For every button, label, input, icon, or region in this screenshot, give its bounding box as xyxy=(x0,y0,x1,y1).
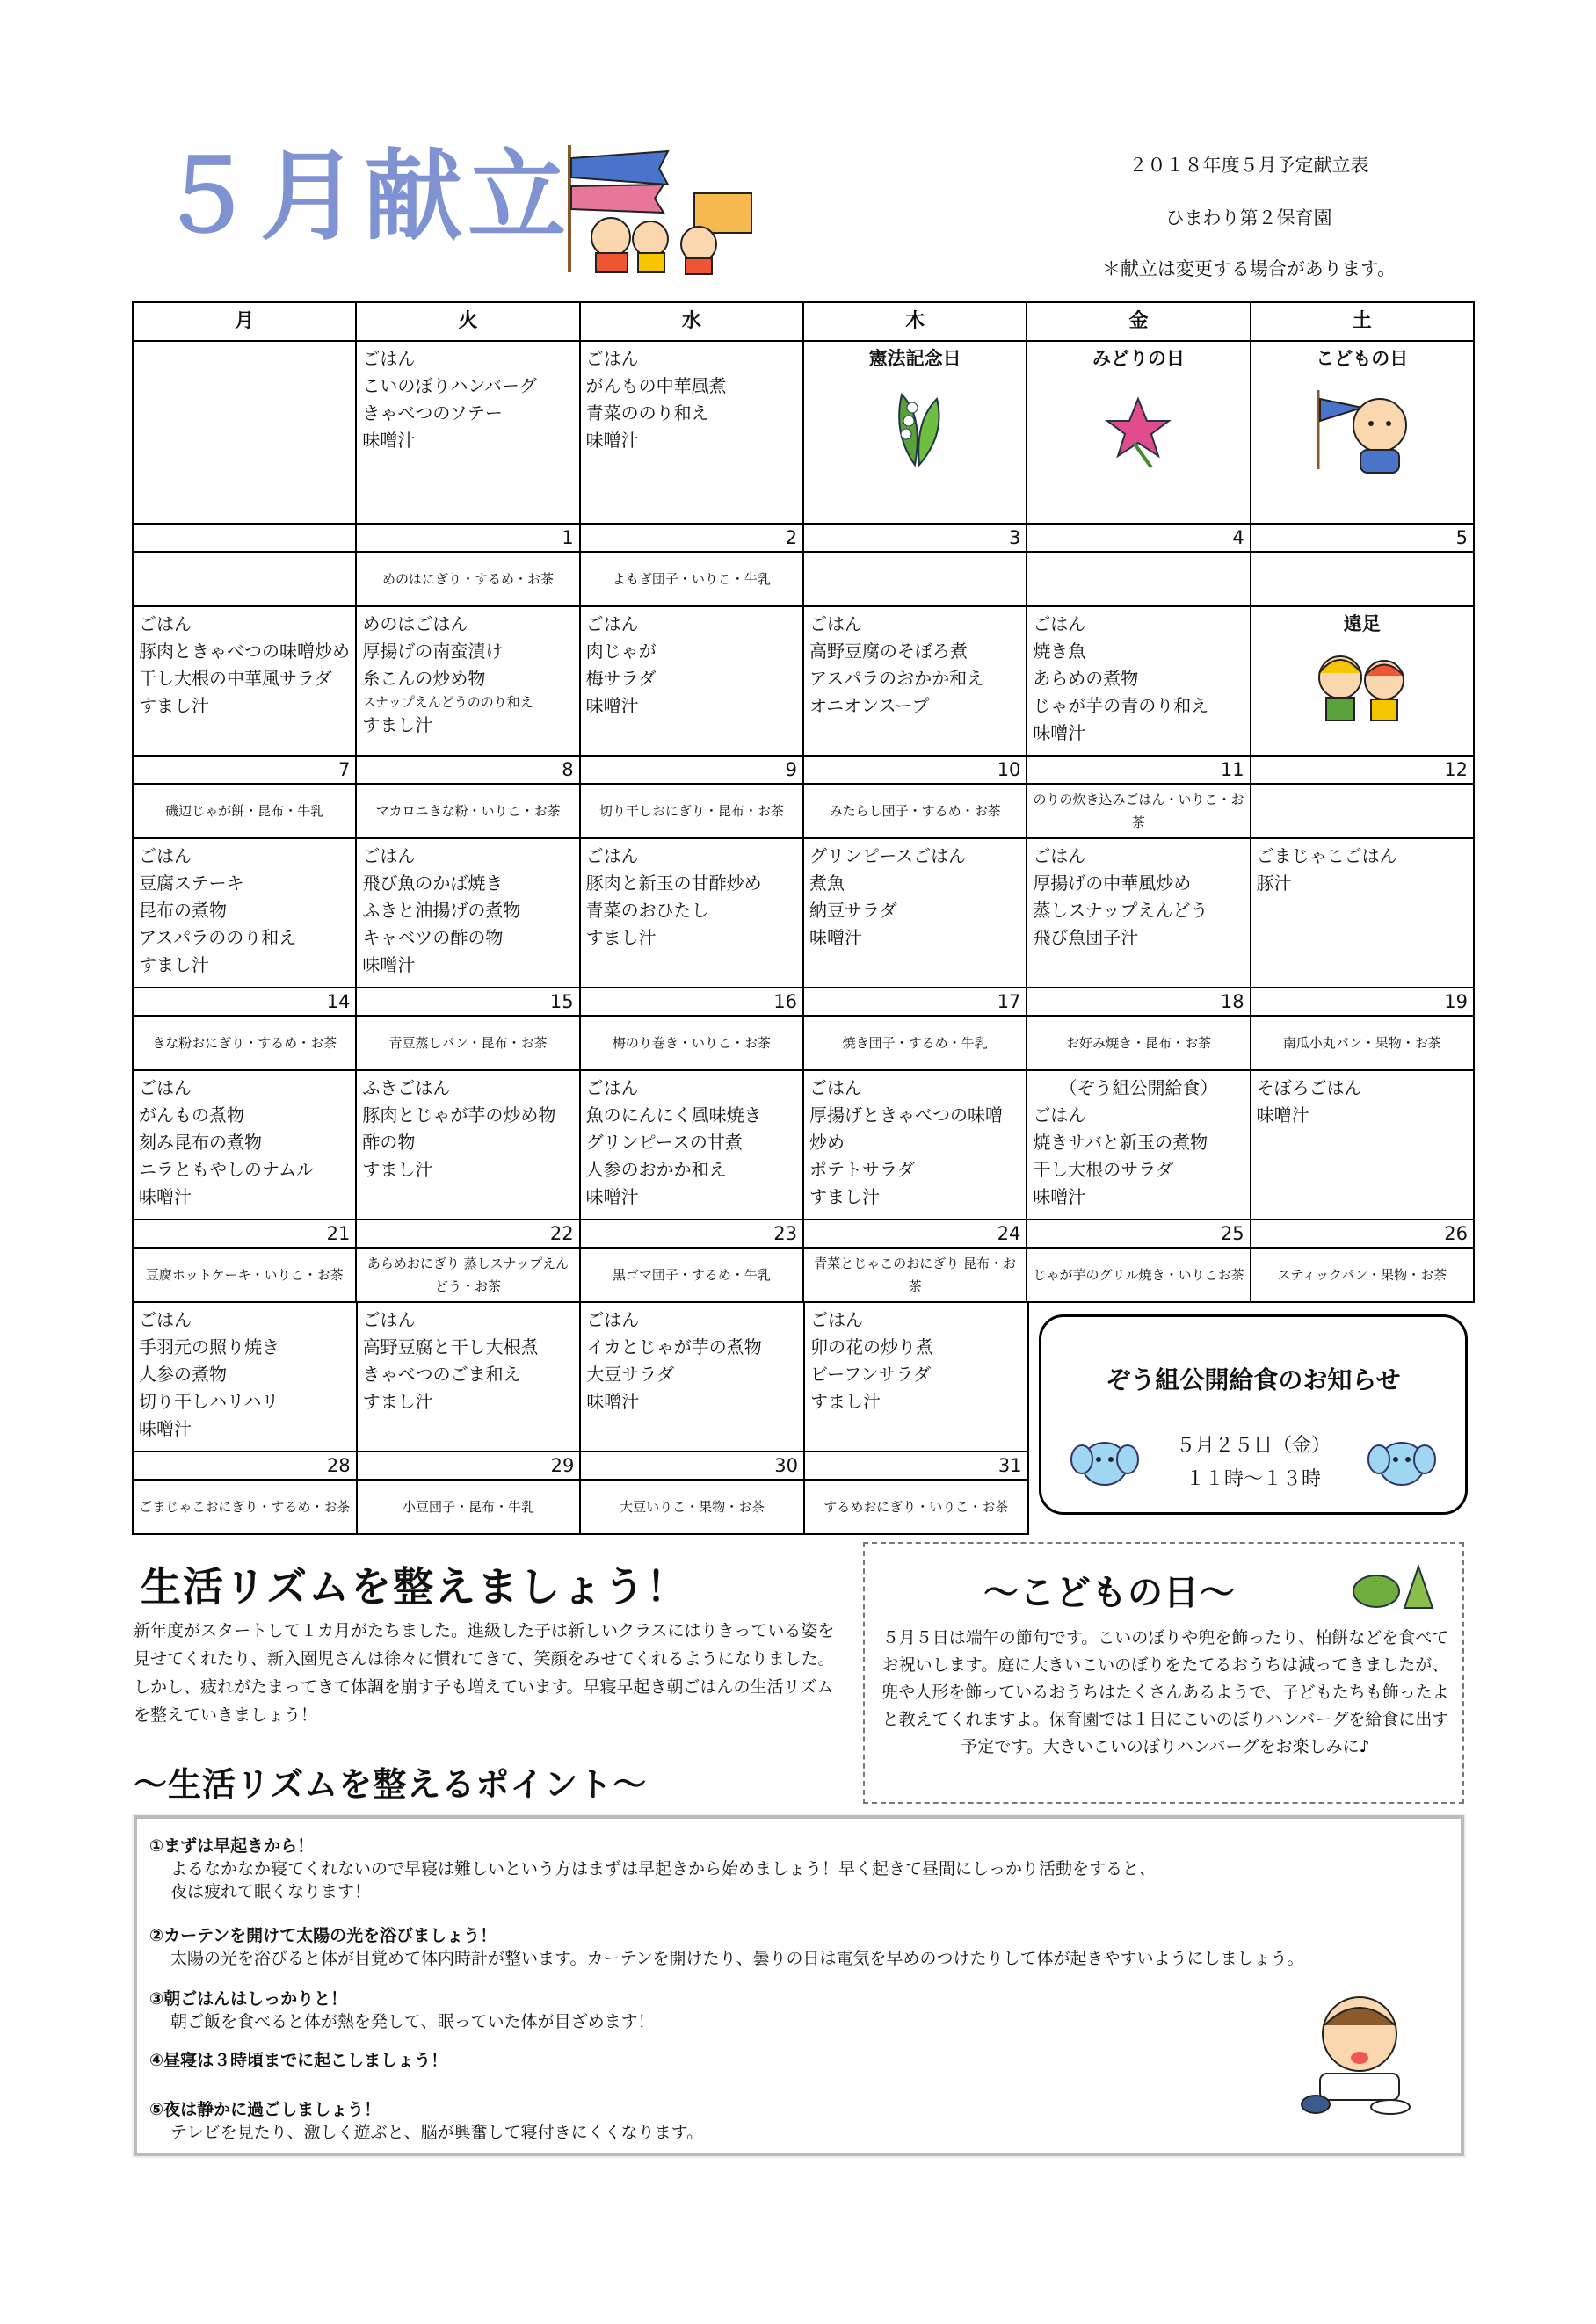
page-title: ５月献立 xyxy=(156,140,571,254)
date-number: 31 xyxy=(805,1452,1029,1481)
point-text: 夜は疲れて眠くなります！ xyxy=(170,1882,372,1901)
menu-item: 青菜のおひたし xyxy=(585,900,709,921)
snack-cell xyxy=(1251,785,1475,839)
weekday-fri: 金 xyxy=(1027,303,1251,342)
menu-cell xyxy=(1251,607,1475,757)
menu-cell xyxy=(1027,342,1251,525)
menu-item: 味噌汁 xyxy=(1033,722,1086,743)
weekday-tue: 火 xyxy=(357,303,580,342)
menu-item: アスパラのおかか和え xyxy=(809,668,985,689)
menu-item: 高野豆腐のそぼろ煮 xyxy=(809,641,968,662)
koinobori-children-illustration xyxy=(562,141,756,277)
menu-year-label: ２０１８年度５月予定献立表 xyxy=(1128,155,1369,176)
date-row xyxy=(132,1220,1475,1249)
menu-row xyxy=(132,839,1475,988)
menu-cell xyxy=(581,839,804,988)
menu-item: 焼きサバと新玉の煮物 xyxy=(1033,1132,1208,1153)
menu-item: 納豆サラダ xyxy=(809,900,897,921)
point-heading: ③朝ごはんはしっかりと！ xyxy=(149,1989,348,2009)
date-number: 24 xyxy=(804,1220,1027,1249)
menu-item: （ぞう組公開給食） xyxy=(1059,1077,1218,1098)
menu-item: 厚揚げの南蛮漬け xyxy=(362,641,504,662)
menu-item: ごはん xyxy=(809,1077,862,1098)
date-number: 29 xyxy=(358,1452,582,1481)
menu-item: ふきと油揚げの煮物 xyxy=(362,900,521,921)
date-number: 16 xyxy=(581,988,804,1017)
menu-item: 味噌汁 xyxy=(1033,1186,1086,1207)
date-number: 23 xyxy=(581,1220,804,1249)
nursery-name: ひまわり第２保育園 xyxy=(1165,207,1332,228)
date-row xyxy=(132,525,1475,553)
menu-item: ごはん xyxy=(1033,1104,1086,1126)
menu-item: こいのぼりハンバーグ xyxy=(362,375,537,396)
snack-cell xyxy=(1251,553,1475,607)
menu-item: 干し大根の中華風サラダ xyxy=(139,668,332,689)
menu-item: そぼろごはん xyxy=(1256,1077,1362,1098)
elephant-icon xyxy=(1070,1433,1140,1495)
child-eating-icon xyxy=(1294,1986,1417,2118)
menu-item: ごはん xyxy=(362,348,416,369)
menu-item: ビーフンサラダ xyxy=(809,1364,932,1385)
date-number: 21 xyxy=(134,1220,357,1249)
menu-item: 昆布の煮物 xyxy=(139,900,227,921)
menu-item: ごはん xyxy=(1033,613,1086,634)
menu-item: 刻み昆布の煮物 xyxy=(139,1132,262,1153)
menu-item: アスパラののり和え xyxy=(139,927,297,948)
menu-cell xyxy=(1027,607,1251,757)
menu-item: 青菜ののり和え xyxy=(585,402,709,424)
weekday-mon: 月 xyxy=(134,303,357,342)
snack-cell: お好み焼き・昆布・お茶 xyxy=(1027,1017,1251,1071)
menu-cell xyxy=(805,1303,1029,1452)
menu-item: がんもの煮物 xyxy=(139,1104,244,1126)
menu-item: ごはん xyxy=(362,845,416,866)
snack-cell: 黒ゴマ団子・するめ・牛乳 xyxy=(581,1249,804,1303)
menu-cell xyxy=(357,1071,580,1220)
menu-item: ごはん xyxy=(586,1309,640,1330)
childrens-day-box xyxy=(863,1542,1464,1804)
life-rhythm-points-box xyxy=(134,1815,1464,2156)
menu-item: 味噌汁 xyxy=(362,430,416,451)
menu-item: 切り干しハリハリ xyxy=(139,1391,279,1412)
date-number xyxy=(134,525,357,553)
snack-cell xyxy=(134,553,357,607)
snack-row xyxy=(132,1017,1475,1071)
menu-cell xyxy=(581,1071,804,1220)
menu-item: グリンピースの甘煮 xyxy=(585,1132,743,1153)
menu-item: きゃべつのソテー xyxy=(362,402,503,424)
menu-item: 手羽元の照り焼き xyxy=(139,1336,279,1357)
menu-cell xyxy=(357,342,580,525)
menu-cell xyxy=(1251,342,1475,525)
snack-cell: きな粉おにぎり・するめ・お茶 xyxy=(134,1017,357,1071)
menu-item: すまし汁 xyxy=(139,954,209,975)
menu-item: すまし汁 xyxy=(139,695,209,716)
menu-cell xyxy=(581,342,804,525)
point-text: 朝ご飯を食べると体が熱を発して、眠っていた体が目ざめます！ xyxy=(170,2012,655,2031)
point-item xyxy=(149,1835,1156,1903)
lily-of-the-valley-icon xyxy=(809,381,1020,477)
snack-row xyxy=(132,1249,1475,1303)
menu-cell xyxy=(1251,1071,1475,1220)
snack-cell: めのはにぎり・するめ・お茶 xyxy=(357,553,580,607)
menu-item: すまし汁 xyxy=(809,1391,881,1412)
snack-cell: 豆腐ホットケーキ・いりこ・お茶 xyxy=(134,1249,357,1303)
point-item xyxy=(149,2098,703,2144)
date-number: 15 xyxy=(357,988,580,1017)
menu-item: キャベツの酢の物 xyxy=(362,927,504,948)
menu-item: 飛び魚のかば焼き xyxy=(362,872,504,894)
point-heading: ②カーテンを開けて太陽の光を浴びましょう！ xyxy=(149,1926,497,1945)
menu-cell xyxy=(804,607,1027,757)
menu-cell xyxy=(1251,839,1475,988)
point-text: よるなかなか寝てくれないので早寝は難しいという方はまずは早起きから始めましょう！早く起きて昼間にしっかり活動をすると、 xyxy=(170,1859,1157,1879)
menu-item: 味噌汁 xyxy=(585,695,639,716)
menu-cell xyxy=(357,839,580,988)
snack-cell xyxy=(1027,553,1251,607)
child-with-koinobori-icon xyxy=(1257,381,1468,486)
notice-title: ぞう組公開給食のお知らせ xyxy=(1106,1365,1401,1394)
menu-item: 肉じゃが xyxy=(585,641,657,662)
menu-item: 干し大根のサラダ xyxy=(1033,1159,1174,1180)
menu-item: ごはん xyxy=(1033,845,1086,866)
date-number: 19 xyxy=(1251,988,1475,1017)
snack-cell: のりの炊き込みごはん・いりこ・お茶 xyxy=(1027,785,1251,839)
date-number: 2 xyxy=(581,525,804,553)
snack-cell xyxy=(804,553,1027,607)
menu-item: 焼き魚 xyxy=(1033,641,1086,662)
menu-item: 炒め xyxy=(809,1132,845,1153)
menu-item: 魚のにんにく風味焼き xyxy=(585,1104,762,1126)
date-number: 3 xyxy=(804,525,1027,553)
menu-item: 酢の物 xyxy=(362,1132,416,1153)
menu-cell xyxy=(1027,1071,1251,1220)
menu-item: 厚揚げときゃべつの味噌 xyxy=(809,1104,1003,1126)
point-item xyxy=(149,1924,1304,1970)
menu-item: 大豆サラダ xyxy=(586,1364,675,1385)
date-number: 28 xyxy=(134,1452,358,1481)
weekday-wed: 水 xyxy=(581,303,804,342)
menu-item: 味噌汁 xyxy=(586,1391,640,1412)
date-row xyxy=(132,988,1475,1017)
menu-row xyxy=(132,342,1475,525)
elephant-icon xyxy=(1367,1433,1437,1495)
menu-cell xyxy=(804,839,1027,988)
date-number: 10 xyxy=(804,757,1027,785)
date-number: 26 xyxy=(1251,1220,1475,1249)
menu-item: じゃが芋の青のり和え xyxy=(1033,695,1209,716)
menu-item: ごはん xyxy=(139,845,192,866)
date-number: 12 xyxy=(1251,757,1475,785)
date-number: 30 xyxy=(581,1452,805,1481)
menu-item: 豚肉とじゃが芋の炒め物 xyxy=(362,1104,556,1126)
menu-item: ごはん xyxy=(362,1309,416,1330)
menu-item: ごはん xyxy=(139,1077,192,1098)
menu-item: 味噌汁 xyxy=(362,954,416,975)
menu-item: ニラともやしのナムル xyxy=(139,1159,314,1180)
menu-item: あらめの煮物 xyxy=(1033,668,1139,689)
date-number: 25 xyxy=(1027,1220,1251,1249)
date-number: 1 xyxy=(357,525,580,553)
menu-item: 豚汁 xyxy=(1256,872,1292,894)
menu-item: ポテトサラダ xyxy=(809,1159,915,1180)
menu-row xyxy=(132,1071,1475,1220)
snack-cell: マカロニきな粉・いりこ・お茶 xyxy=(357,785,580,839)
point-heading: ①まずは早起きから！ xyxy=(149,1836,315,1856)
menu-item: がんもの中華風煮 xyxy=(585,375,727,396)
menu-cell xyxy=(134,839,357,988)
menu-item: グリンピースごはん xyxy=(809,845,967,866)
menu-item: 味噌汁 xyxy=(585,1186,639,1207)
snack-cell: 磯辺じゃが餅・昆布・牛乳 xyxy=(134,785,357,839)
menu-item: イカとじゃが芋の煮物 xyxy=(586,1336,762,1357)
date-number: 9 xyxy=(581,757,804,785)
menu-item: 豆腐ステーキ xyxy=(139,872,244,894)
menu-item: 味噌汁 xyxy=(1256,1104,1309,1126)
menu-item: 飛び魚団子汁 xyxy=(1033,927,1139,948)
menu-item: すまし汁 xyxy=(585,927,657,948)
menu-item: すまし汁 xyxy=(362,1391,433,1412)
menu-cell xyxy=(134,342,357,525)
snack-row xyxy=(132,785,1475,839)
life-rhythm-body: 新年度がスタートして１カ月がたちました。進級した子は新しいクラスにはりきっている姿を見せてくれたり、新入園児さんは徐々に慣れてきて、笑顔をみせてくれるようになりました。しかし、疲れがたまってきて体調を崩す子も増えています。早寝早起き朝ごはんの生活リズムを整えていきましょう！ xyxy=(134,1621,835,1725)
menu-item: ごはん xyxy=(585,845,639,866)
point-text: テレビを見たり、激しく遊ぶと、脳が興奮して寝付きにくくなります。 xyxy=(170,2123,704,2142)
date-number: 14 xyxy=(134,988,357,1017)
date-number: 17 xyxy=(804,988,1027,1017)
weekday-sat: 土 xyxy=(1251,303,1475,342)
snack-cell: 焼き団子・するめ・牛乳 xyxy=(804,1017,1027,1071)
snack-cell: みたらし団子・するめ・お茶 xyxy=(804,785,1027,839)
azalea-flower-icon xyxy=(1033,381,1244,477)
date-number: 18 xyxy=(1027,988,1251,1017)
menu-item: 厚揚げの中華風炒め xyxy=(1033,872,1192,894)
menu-cell xyxy=(357,607,580,757)
weekday-thu: 木 xyxy=(804,303,1027,342)
menu-item: すまし汁 xyxy=(362,1159,433,1180)
weekday-header-row xyxy=(132,301,1475,342)
snack-cell: 青豆蒸しパン・昆布・お茶 xyxy=(357,1017,580,1071)
menu-item: 豚肉と新玉の甘酢炒め xyxy=(585,872,762,894)
children-excursion-icon xyxy=(1257,647,1468,734)
snack-cell: 青菜とじゃこのおにぎり 昆布・お茶 xyxy=(804,1249,1027,1303)
menu-item: 味噌汁 xyxy=(139,1186,192,1207)
menu-item: きゃべつのごま和え xyxy=(362,1364,521,1385)
menu-item: ごはん xyxy=(809,613,862,634)
menu-item: ごはん xyxy=(139,1309,192,1330)
date-row xyxy=(132,757,1475,785)
menu-item: 人参のおかか和え xyxy=(585,1159,727,1180)
menu-item: 糸こんの炒め物 xyxy=(362,668,486,689)
date-number: 4 xyxy=(1027,525,1251,553)
menu-item: ごはん xyxy=(585,348,639,369)
menu-item: 高野豆腐と干し大根煮 xyxy=(362,1336,539,1357)
kashiwa-mochi-icon xyxy=(1350,1560,1438,1612)
menu-cell xyxy=(804,1071,1027,1220)
menu-item: 卯の花の炒り煮 xyxy=(809,1336,933,1357)
menu-row xyxy=(132,607,1475,757)
snack-cell: 大豆いりこ・果物・お茶 xyxy=(581,1481,805,1535)
point-item xyxy=(149,1987,655,2033)
holiday-label: こどもの日 xyxy=(1316,348,1409,369)
menu-cell xyxy=(581,1303,805,1452)
menu-cell xyxy=(134,1071,357,1220)
life-rhythm-title: 生活リズムを整えましょう！ xyxy=(141,1563,689,1611)
menu-item: 人参の煮物 xyxy=(139,1364,227,1385)
holiday-label: みどりの日 xyxy=(1092,348,1185,369)
childrens-day-title: ～こどもの日～ xyxy=(983,1573,1236,1613)
menu-item: ふきごはん xyxy=(362,1077,451,1098)
menu-item: すまし汁 xyxy=(362,714,433,735)
notice-time: １１時～１３時 xyxy=(1185,1468,1321,1490)
snack-cell: じゃが芋のグリル焼き・いりこお茶 xyxy=(1027,1249,1251,1303)
menu-item: 蒸しスナップえんどう xyxy=(1033,900,1208,921)
snack-cell: スティックパン・果物・お茶 xyxy=(1251,1249,1475,1303)
snack-row xyxy=(132,553,1475,607)
menu-cell xyxy=(134,607,357,757)
date-number: 22 xyxy=(357,1220,580,1249)
menu-cell xyxy=(358,1303,582,1452)
menu-cell xyxy=(134,1303,358,1452)
menu-item: ごはん xyxy=(809,1309,863,1330)
menu-item: 味噌汁 xyxy=(139,1418,192,1439)
snack-cell: 切り干しおにぎり・昆布・お茶 xyxy=(581,785,804,839)
menu-item: オニオンスープ xyxy=(809,695,930,716)
date-number: 7 xyxy=(134,757,357,785)
snack-cell: あらめおにぎり 蒸しスナップえんどう・お茶 xyxy=(357,1249,580,1303)
menu-item: めのはごはん xyxy=(362,613,468,634)
point-item xyxy=(149,2049,447,2072)
menu-cell xyxy=(581,607,804,757)
menu-item: 味噌汁 xyxy=(809,927,862,948)
menu-item: スナップえんどうののり和え xyxy=(362,694,533,710)
menu-cell xyxy=(804,342,1027,525)
menu-item: 煮魚 xyxy=(809,872,845,894)
snack-cell: ごまじゃこおにぎり・するめ・お茶 xyxy=(134,1481,358,1535)
holiday-label: 憲法記念日 xyxy=(868,348,961,369)
points-title: ～生活リズムを整えるポイント～ xyxy=(134,1765,648,1804)
notice-date: ５月２５日（金） xyxy=(1175,1435,1331,1457)
menu-item: すまし汁 xyxy=(809,1186,880,1207)
holiday-label: 遠足 xyxy=(1343,613,1381,634)
menu-item: ごはん xyxy=(585,613,639,634)
point-heading: ⑤夜は静かに過ごしましょう！ xyxy=(149,2100,381,2119)
point-heading: ④昼寝は３時頃までに起こしましょう！ xyxy=(149,2051,448,2070)
childrens-day-body: ５月５日は端午の節句です。こいのぼりや兜を飾ったり、柏餅などを食べてお祝いします。庭に大きいこいのぼりをたてるおうちは減ってきましたが、兜や人形を飾っているおうちはたくさんあるようで、子どもたちも飾ったよと教えてくれますよ。保育園では１日にこいのぼりハンバーグを給食に出す予定です。大きいこいのぼりハンバーグをお楽しみに♪ xyxy=(881,1628,1449,1756)
snack-cell: よもぎ団子・いりこ・牛乳 xyxy=(581,553,804,607)
menu-item: 梅サラダ xyxy=(585,668,657,689)
date-number: 8 xyxy=(357,757,580,785)
menu-item: ごまじゃこごはん xyxy=(1256,845,1397,866)
menu-cell xyxy=(1027,839,1251,988)
change-notice: ＊献立は変更する場合があります。 xyxy=(1101,258,1396,279)
snack-cell: 小豆団子・昆布・牛乳 xyxy=(358,1481,582,1535)
menu-item: ごはん xyxy=(585,1077,639,1098)
snack-cell: するめおにぎり・いりこ・お茶 xyxy=(805,1481,1029,1535)
date-number: 11 xyxy=(1027,757,1251,785)
snack-cell: 梅のり巻き・いりこ・お茶 xyxy=(581,1017,804,1071)
menu-item: 豚肉ときゃべつの味噌炒め xyxy=(139,641,350,662)
menu-item: ごはん xyxy=(139,613,192,634)
date-number: 5 xyxy=(1251,525,1475,553)
point-text: 太陽の光を浴びると体が目覚めて体内時計が整います。カーテンを開けたり、曇りの日は電気を早めのつけたりして体が起きやすいようにしましょう。 xyxy=(170,1949,1304,1968)
snack-cell: 南瓜小丸パン・果物・お茶 xyxy=(1251,1017,1475,1071)
menu-item: 味噌汁 xyxy=(585,430,639,451)
open-lunch-notice xyxy=(1039,1314,1468,1515)
